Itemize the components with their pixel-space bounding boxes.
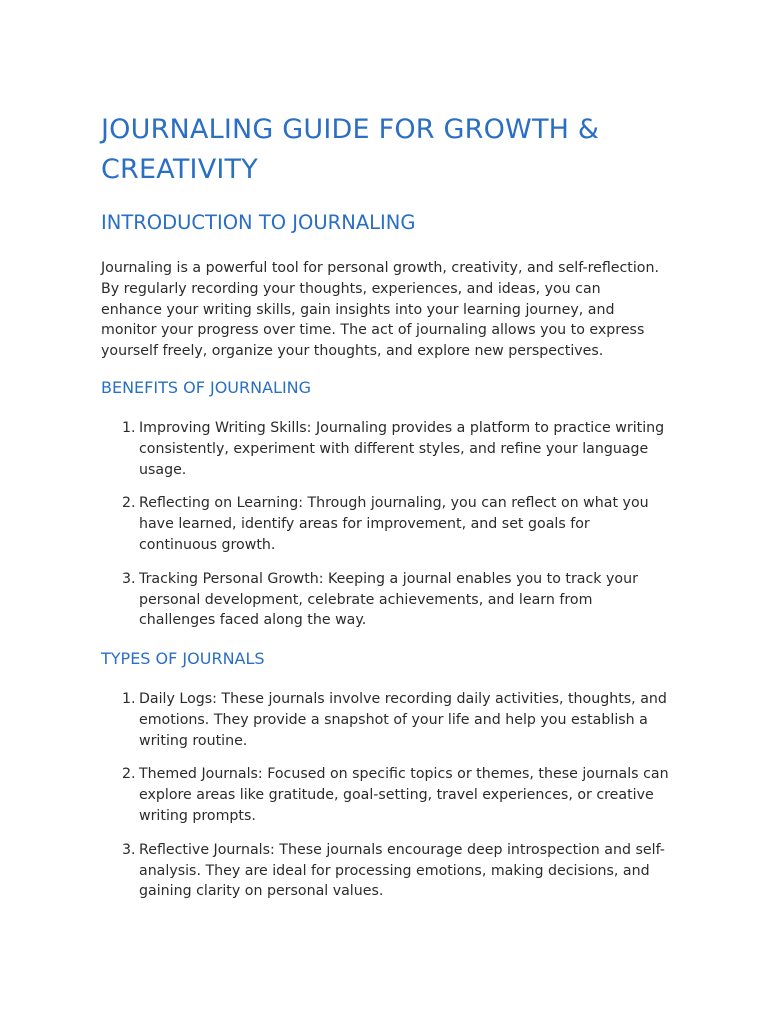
list-item-term: Themed Journals: xyxy=(139,766,263,783)
list-item-text: Focused on specific topics or themes, these journals can explore areas like gratitude, goal-setting, travel experiences, or creative writing prompts. xyxy=(139,766,669,824)
document-title: JOURNALING GUIDE FOR GROWTH & CREATIVITY xyxy=(101,114,600,185)
types-heading: TYPES OF JOURNALS xyxy=(101,649,265,668)
list-item-term: Tracking Personal Growth: xyxy=(139,570,324,587)
list-item-term: Daily Logs: xyxy=(139,691,217,707)
list-item-number: 1. xyxy=(122,691,136,707)
list-item-number: 3. xyxy=(122,570,136,587)
list-item-term: Improving Writing Skills: xyxy=(139,420,312,436)
list-item xyxy=(101,569,671,631)
benefits-list xyxy=(101,418,671,644)
list-item xyxy=(101,418,671,480)
list-item-text: Through journaling, you can reflect on what you have learned, identify areas for improvement, and set goals for continuous growth. xyxy=(139,495,649,553)
list-item xyxy=(101,764,671,826)
list-item-term: Reflecting on Learning: xyxy=(139,495,303,512)
list-item-number: 2. xyxy=(122,495,136,512)
intro-paragraph: Journaling is a powerful tool for personal growth, creativity, and self-reflection. By regularly recording your thoughts, experiences, and ideas, you can enhance your writing skills, gain insights into your learning journey, and monitor your progress over time. The act of journaling allows you to express yourself freely, organize your thoughts, and explore new perspectives. xyxy=(101,260,659,360)
list-item-text: These journals encourage deep introspection and self-analysis. They are ideal for processing emotions, making decisions, and gaining clarity on personal values. xyxy=(139,841,665,900)
list-item-number: 3. xyxy=(122,841,136,858)
intro-heading: INTRODUCTION TO JOURNALING xyxy=(101,211,416,234)
list-item-term: Reflective Journals: xyxy=(139,841,275,858)
list-item-number: 2. xyxy=(122,766,136,783)
benefits-heading: BENEFITS OF JOURNALING xyxy=(101,378,312,397)
list-item-number: 1. xyxy=(122,420,136,436)
list-item-text: Journaling provides a platform to practice writing consistently, experiment with different styles, and refine your language usage. xyxy=(139,420,665,478)
list-item-text: These journals involve recording daily activities, thoughts, and emotions. They provide a snapshot of your life and help you establish a writing routine. xyxy=(139,691,667,749)
list-item-text: Keeping a journal enables you to track your personal development, celebrate achievements, and learn from challenges faced along the way. xyxy=(139,570,638,629)
list-item xyxy=(101,689,671,751)
types-list xyxy=(101,689,671,915)
list-item xyxy=(101,493,671,555)
list-item xyxy=(101,840,671,902)
